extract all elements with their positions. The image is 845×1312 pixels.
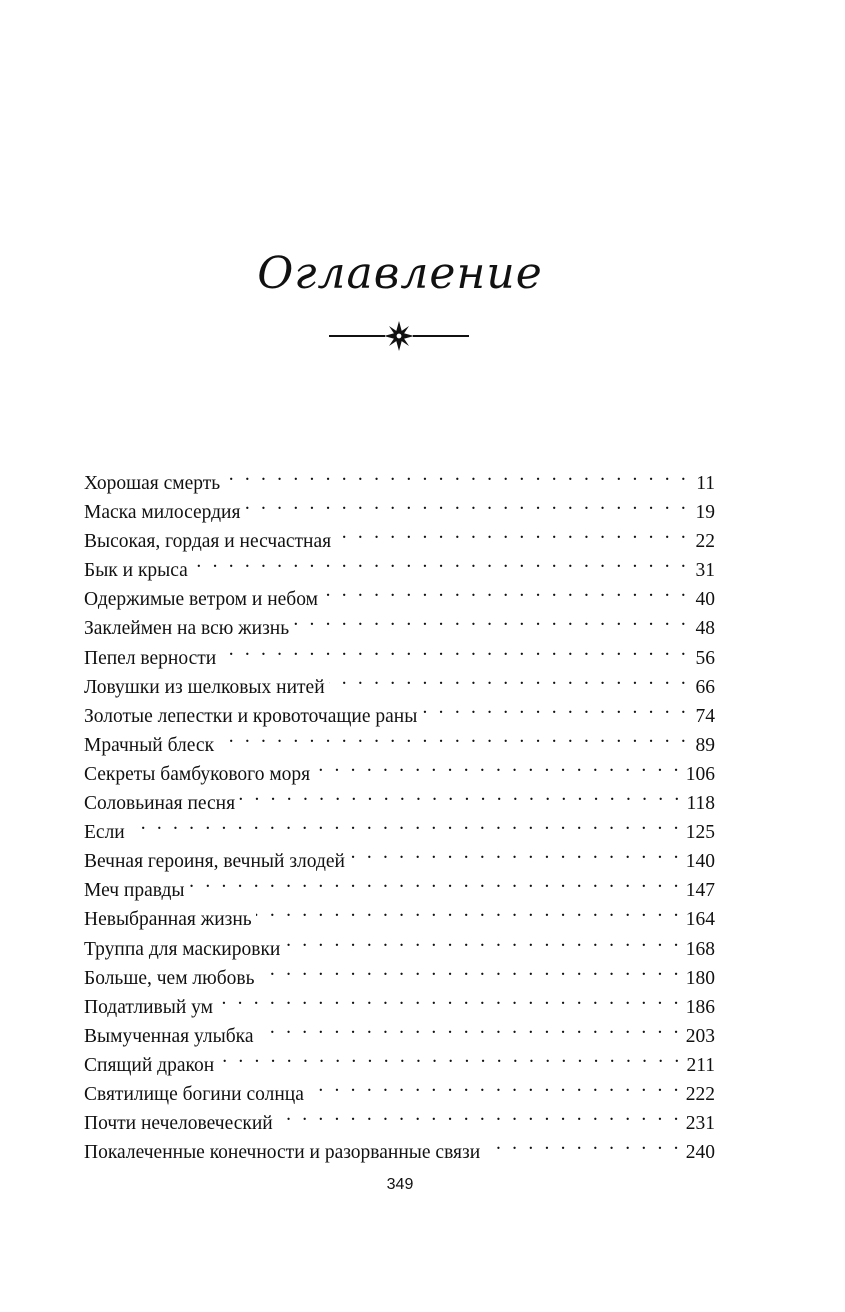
toc-entry-page-number: 118: [686, 793, 715, 815]
toc-entry-page-number: 231: [685, 1113, 715, 1135]
toc-entry-title: Спящий дракон: [84, 1054, 215, 1076]
toc-entry-page-number: 89: [695, 734, 715, 756]
toc-entry-title: Ловушки из шелковых нитей: [84, 676, 325, 698]
toc-entry-page-number: 186: [685, 996, 715, 1018]
page-title: Оглавление: [257, 248, 543, 299]
toc-entry: [84, 809, 715, 844]
toc-entry-page-number: 106: [685, 763, 715, 785]
toc-entry-title: Золотые лепестки и кровоточащие раны: [84, 705, 418, 727]
toc-entry-page-number: 125: [685, 822, 715, 844]
toc-entry: [84, 460, 715, 494]
toc-entry-title: Больше, чем любовь: [84, 967, 255, 989]
toc-entry-page-number: 11: [696, 473, 715, 494]
dot-leader: [349, 838, 682, 867]
dot-leader: [284, 926, 681, 955]
toc-entry-page-number: 31: [695, 560, 715, 582]
toc-entry-title: Секреты бамбукового моря: [84, 763, 311, 785]
dot-leader: [129, 809, 682, 838]
dot-leader: [217, 984, 682, 1013]
toc-entry-title: Пепел верности: [84, 647, 217, 669]
toc-entry-page-number: 19: [695, 502, 715, 524]
toc-entry-title: Меч правды: [84, 880, 185, 902]
dot-leader: [239, 780, 682, 809]
dot-leader: [335, 518, 689, 547]
toc-entry-title: Покалеченные конечности и разорванные связи: [84, 1142, 481, 1164]
dot-leader: [329, 664, 689, 693]
toc-entry-title: Маска милосердия: [84, 502, 241, 524]
toc-entry: [84, 838, 715, 873]
toc-entry-title: Труппа для маскировки: [84, 938, 281, 960]
dot-leader: [256, 896, 682, 925]
dot-leader: [220, 635, 689, 664]
toc-entry-title: Мрачный блеск: [84, 734, 215, 756]
dot-leader: [218, 1042, 682, 1071]
toc-entry-page-number: 203: [685, 1025, 715, 1047]
toc-entry-title: Соловьиная песня: [84, 793, 236, 815]
toc-entry-title: Хорошая смерть: [84, 473, 221, 494]
dot-leader: [258, 955, 681, 984]
toc-entry-page-number: 180: [685, 967, 715, 989]
dot-leader: [192, 547, 689, 576]
toc-entry-page-number: 56: [695, 647, 715, 669]
toc-entry-page-number: 164: [685, 909, 715, 931]
toc-entry-title: Одержимые ветром и небом: [84, 589, 318, 611]
toc-entry-page-number: 74: [695, 705, 715, 727]
dot-leader: [293, 605, 689, 634]
dot-leader: [484, 1129, 682, 1158]
toc-entry-title: Вымученная улыбка: [84, 1025, 254, 1047]
toc-entry-title: Почти нечеловеческий: [84, 1113, 273, 1135]
toc-entry-page-number: 168: [685, 938, 715, 960]
toc-entry-page-number: 22: [695, 531, 715, 553]
page-number: 349: [386, 1176, 414, 1193]
dot-leader: [314, 751, 682, 780]
toc-entry-title: Святилище богини солнца: [84, 1083, 304, 1105]
toc-entry-title: Высокая, гордая и несчастная: [84, 531, 332, 553]
toc-entry-page-number: 240: [685, 1142, 715, 1164]
toc-entry-page-number: 40: [695, 589, 715, 611]
dot-leader: [421, 693, 689, 722]
dot-leader: [224, 460, 689, 489]
dot-leader: [218, 722, 689, 751]
toc-entry-page-number: 48: [695, 618, 715, 640]
dot-leader: [189, 867, 682, 896]
toc-entry-title: Невыбранная жизнь: [84, 909, 252, 931]
toc-entry-page-number: 211: [686, 1054, 715, 1076]
table-of-contents: [84, 460, 715, 1164]
toc-entry-page-number: 140: [685, 851, 715, 873]
star-flourish-divider-icon: [329, 318, 469, 354]
toc-entry-page-number: 222: [685, 1083, 715, 1105]
toc-entry-title: Вечная героиня, вечный злодей: [84, 851, 345, 873]
toc-entry-page-number: 147: [685, 880, 715, 902]
dot-leader: [308, 1071, 682, 1100]
dot-leader: [322, 576, 689, 605]
toc-entry-page-number: 66: [695, 676, 715, 698]
toc-entry-title: Если: [84, 822, 125, 844]
toc-entry-title: Податливый ум: [84, 996, 213, 1018]
dot-leader: [244, 489, 689, 518]
dot-leader: [277, 1100, 682, 1129]
dot-leader: [258, 1013, 682, 1042]
toc-entry-title: Бык и крыса: [84, 560, 188, 582]
toc-entry-title: Заклеймен на всю жизнь: [84, 618, 290, 640]
